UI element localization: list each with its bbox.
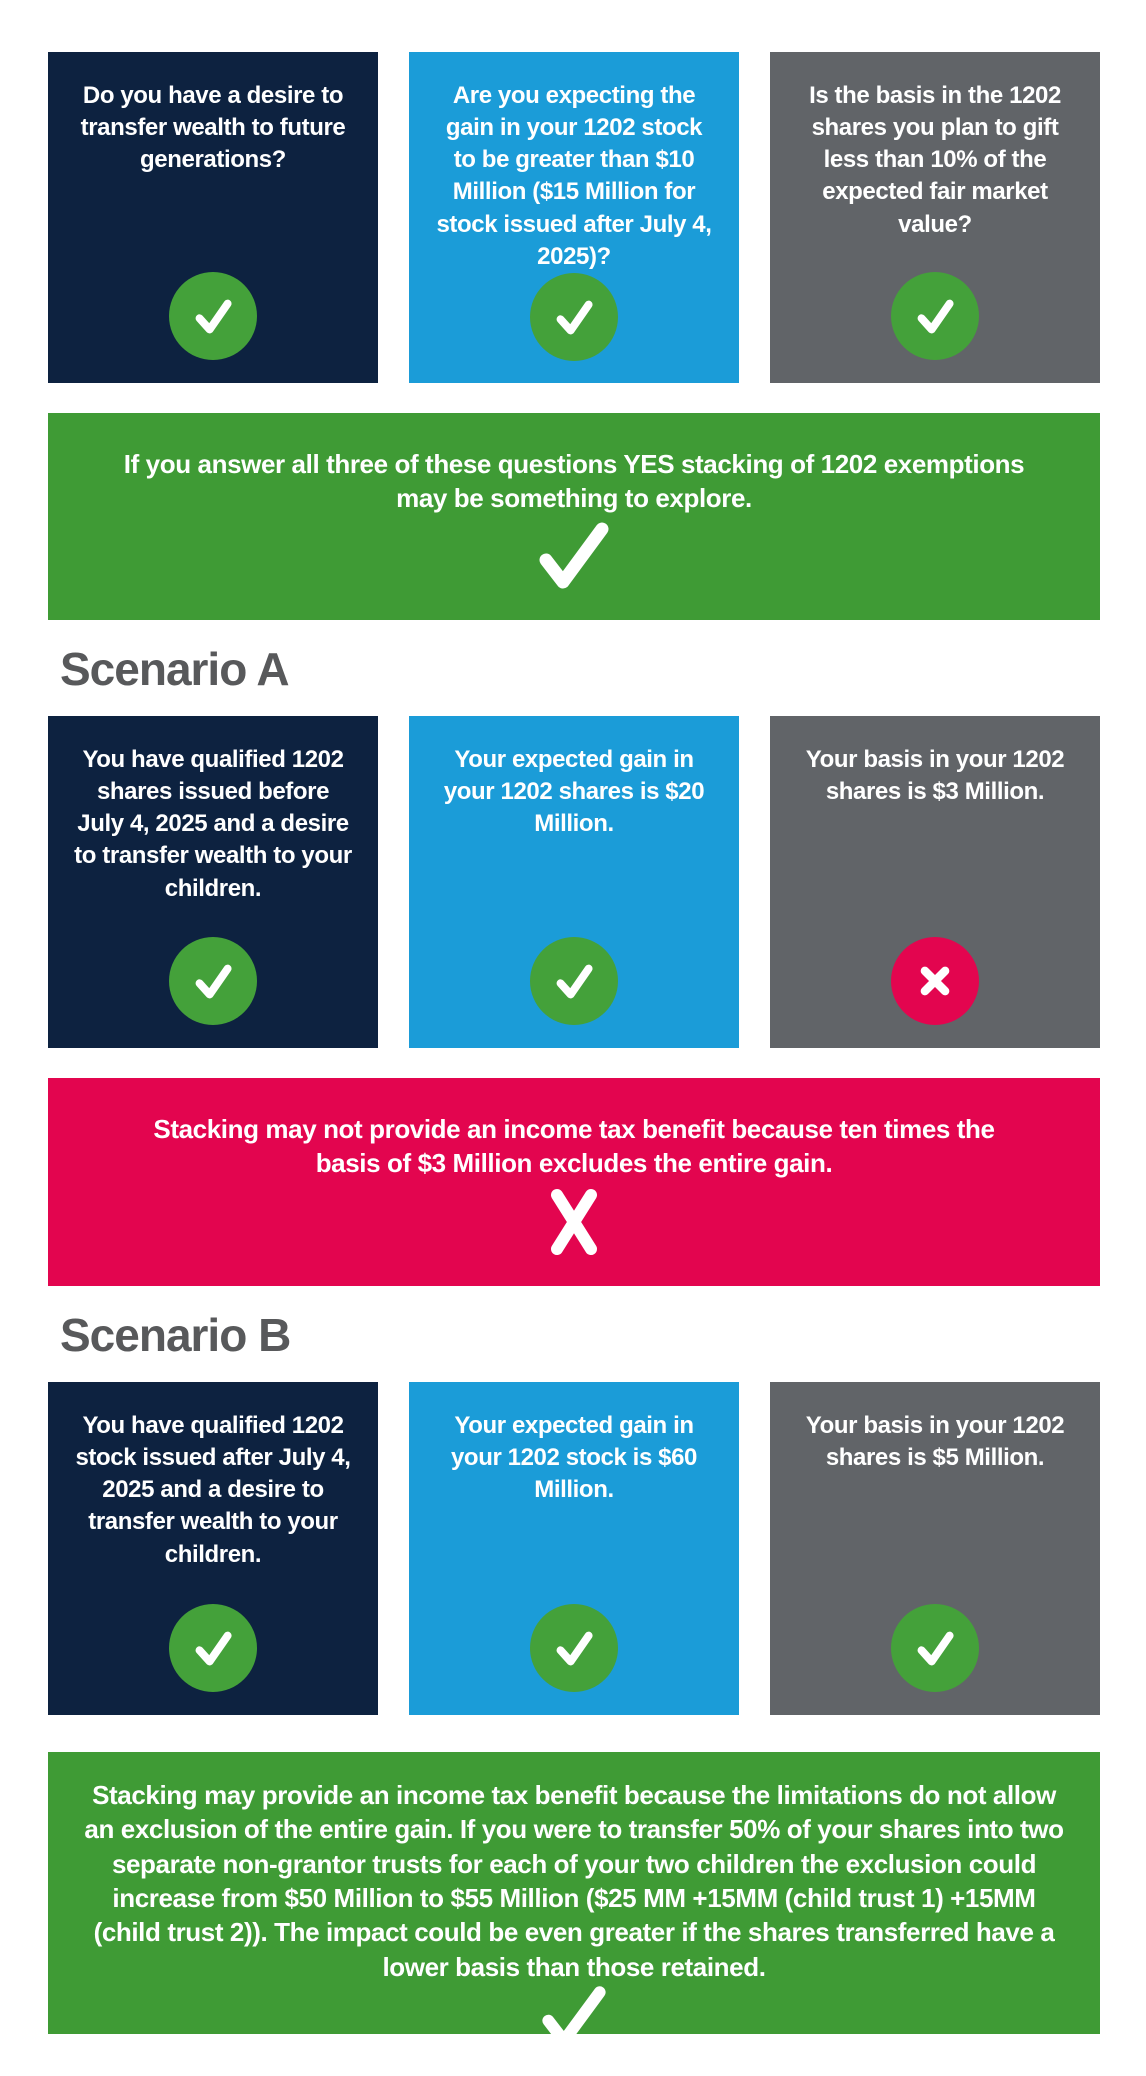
scenario-card-text: Your expected gain in your 1202 shares is $20 Million.: [443, 746, 705, 838]
scenario-a-summary-banner: [48, 1078, 1100, 1286]
question-card-2: [409, 52, 739, 383]
scenario-card-text: Your basis in your 1202 shares is $5 Million.: [805, 1412, 1065, 1472]
check-icon: [186, 1621, 240, 1675]
intro-summary-text: If you answer all three of these questions YES stacking of 1202 exemptions may be something to explore.: [123, 449, 1025, 514]
check-icon: [908, 289, 962, 343]
scenario-card-text: You have qualified 1202 stock issued after July 4, 2025 and a desire to transfer wealth to your children.: [75, 1412, 351, 1568]
scenario-a-row: [48, 716, 1100, 1048]
scenario-b-row: [48, 1382, 1100, 1715]
check-icon: [908, 1621, 962, 1675]
scenario-a-card-2: [409, 716, 739, 1048]
check-badge: [530, 273, 618, 361]
cross-icon: [908, 954, 962, 1008]
check-badge: [530, 937, 618, 1025]
scenario-a-card-1: [48, 716, 378, 1048]
check-icon: [186, 289, 240, 343]
question-text: Do you have a desire to transfer wealth to future generations?: [80, 82, 346, 174]
check-badge: [530, 1604, 618, 1692]
check-badge: [891, 272, 979, 360]
check-badge: [169, 1604, 257, 1692]
check-icon: [547, 954, 601, 1008]
scenario-a-heading: Scenario A: [60, 643, 289, 695]
check-badge: [169, 272, 257, 360]
question-text: Are you expecting the gain in your 1202 stock to be greater than $10 Million ($15 Million for stock issued after July 4, 2025)?: [436, 82, 712, 270]
check-icon: [535, 1984, 613, 2050]
check-badge: [169, 937, 257, 1025]
question-card-1: [48, 52, 378, 383]
scenario-a-summary-text: Stacking may not provide an income tax benefit because ten times the basis of $3 Million excludes the entire gain.: [153, 1114, 995, 1179]
scenario-card-text: Your expected gain in your 1202 stock is $60 Million.: [450, 1412, 698, 1504]
scenario-b-summary-banner: [48, 1752, 1100, 2034]
cross-badge: [891, 937, 979, 1025]
check-icon: [532, 520, 616, 592]
scenario-b-card-3: [770, 1382, 1100, 1715]
question-text: Is the basis in the 1202 shares you plan to gift less than 10% of the expected fair market value?: [809, 82, 1061, 238]
scenario-b-card-1: [48, 1382, 378, 1715]
check-icon: [547, 290, 601, 344]
scenario-b-heading: Scenario B: [60, 1309, 291, 1361]
scenario-a-card-3: [770, 716, 1100, 1048]
question-card-3: [770, 52, 1100, 383]
check-icon: [547, 1621, 601, 1675]
check-badge: [891, 1604, 979, 1692]
scenario-b-card-2: [409, 1382, 739, 1715]
scenario-b-summary-text: Stacking may provide an income tax benefit because the limitations do not allow an exclusion of the entire gain. If you were to transfer 50% of your shares into two separate non-grantor trusts for each of your two children the exclusion could increase from $50 Million to $55 Million ($25 MM +15MM (child trust 1) +15MM (child trust 2)). The impact could be even greater if the shares transferred have a lower basis than those retained.: [84, 1780, 1064, 1982]
scenario-card-text: Your basis in your 1202 shares is $3 Million.: [805, 746, 1065, 806]
intro-summary-banner: [48, 413, 1100, 620]
cross-icon: [546, 1186, 602, 1258]
check-icon: [186, 954, 240, 1008]
questions-row: [48, 52, 1100, 383]
scenario-card-text: You have qualified 1202 shares issued before July 4, 2025 and a desire to transfer wealth to your children.: [74, 746, 352, 902]
